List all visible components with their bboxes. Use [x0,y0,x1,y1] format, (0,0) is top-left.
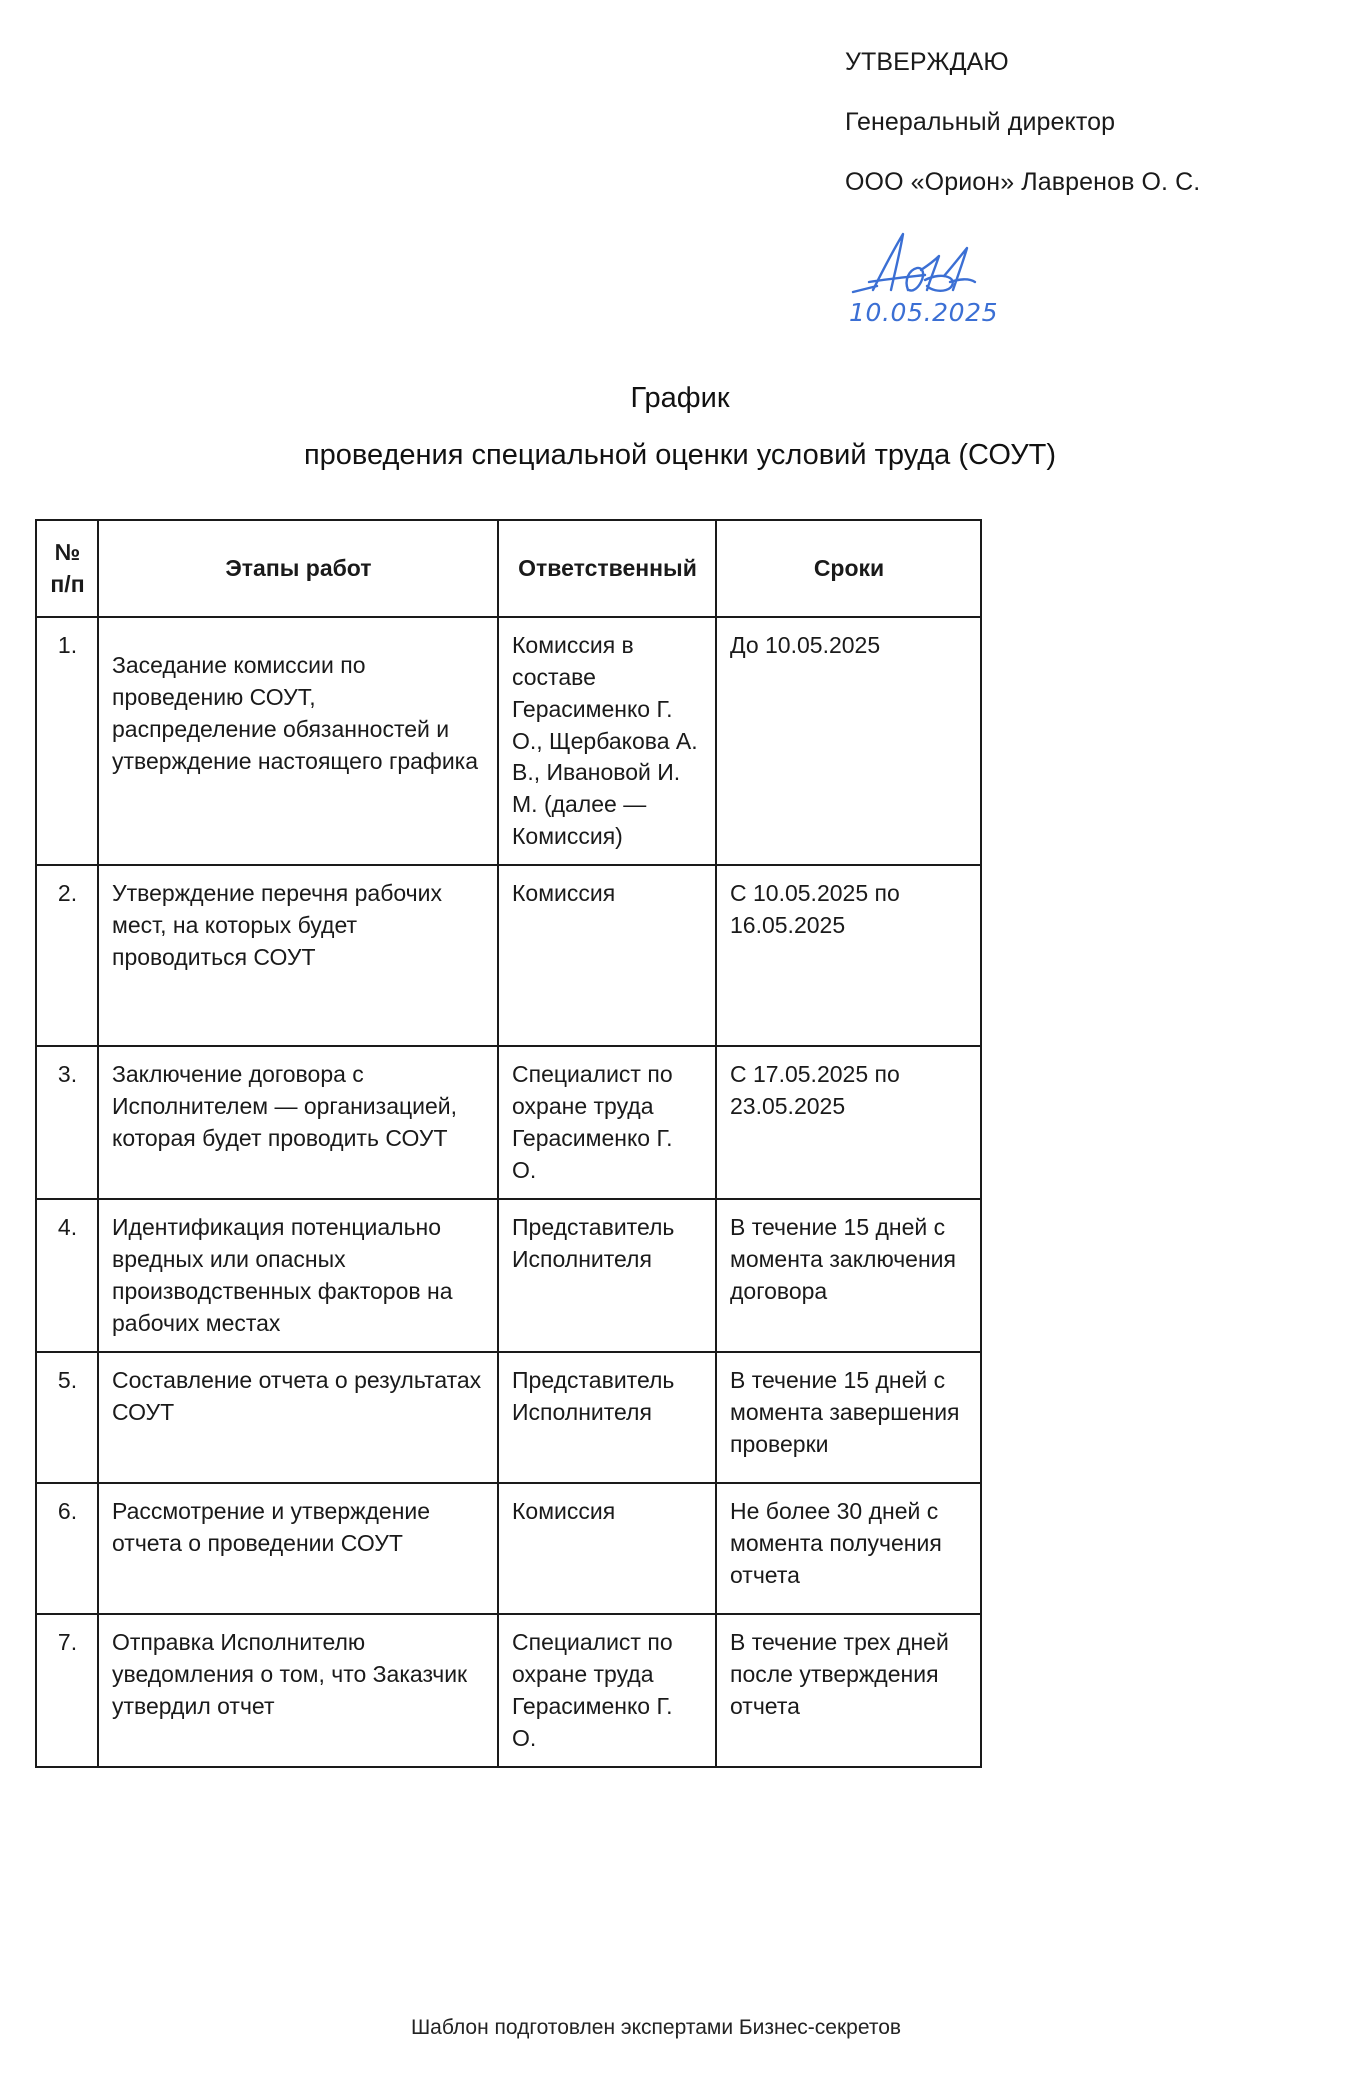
row-terms: В течение 15 дней с момента заключения договора [716,1199,981,1352]
row-responsible: Представитель Исполнителя [498,1352,716,1483]
approval-heading: УТВЕРЖДАЮ [845,48,1009,76]
row-number: 5. [36,1352,98,1483]
header-number-line1: № [54,538,81,565]
handwritten-signature-icon [851,230,1051,296]
schedule-table-wrap [35,519,1325,1768]
row-terms: В течение трех дней после утверждения отчета [716,1614,981,1767]
table-head [36,520,981,617]
approval-company-name: ООО «Орион» Лавренов О. С. [845,168,1201,196]
row-number: 3. [36,1046,98,1199]
table-header-row [36,520,981,617]
title-main: График [630,382,730,414]
approval-block [845,50,1315,327]
footer-text: Шаблон подготовлен экспертами Бизнес-секретов [410,2016,902,2039]
header-number-line2: п/п [50,570,85,597]
table-row [36,1352,981,1483]
row-responsible: Комиссия в составе Герасименко Г. О., Щербакова А. В., Ивановой И. М. (далее — Комиссия) [498,617,716,865]
column-header-terms: Сроки [716,520,981,617]
signature-area [851,230,1315,296]
approval-position: Генеральный директор [845,108,1116,136]
signature-date: 10.05.2025 [849,298,999,327]
row-number: 2. [36,865,98,1046]
row-stage: Составление отчета о результатах СОУТ [98,1352,498,1483]
table-row [36,617,981,865]
row-terms: До 10.05.2025 [716,617,981,865]
schedule-table [35,519,982,1768]
row-stage: Заседание комиссии по проведению СОУТ, распределение обязанностей и утверждение настоящего графика [98,617,498,865]
column-header-responsible: Ответственный [498,520,716,617]
row-responsible: Комиссия [498,865,716,1046]
table-row [36,1046,981,1199]
table-body [36,617,981,1767]
row-stage: Идентификация потенциально вредных или опасных производственных факторов на рабочих местах [98,1199,498,1352]
row-stage: Отправка Исполнителю уведомления о том, что Заказчик утвердил отчет [98,1614,498,1767]
table-row [36,1614,981,1767]
table-row [36,1483,981,1614]
row-number: 4. [36,1199,98,1352]
table-row [36,865,981,1046]
row-terms: Не более 30 дней с момента получения отчета [716,1483,981,1614]
title-subtitle: проведения специальной оценки условий труда (СОУТ) [303,439,1057,472]
row-terms: С 17.05.2025 по 23.05.2025 [716,1046,981,1199]
row-stage: Заключение договора с Исполнителем — организацией, которая будет проводить СОУТ [98,1046,498,1199]
column-header-number [36,520,98,617]
row-number: 7. [36,1614,98,1767]
row-responsible: Комиссия [498,1483,716,1614]
row-responsible: Специалист по охране труда Герасименко Г. О. [498,1046,716,1199]
page-footer [0,2016,1360,2040]
row-responsible: Специалист по охране труда Герасименко Г. О. [498,1614,716,1767]
column-header-stage: Этапы работ [98,520,498,617]
table-row [36,1199,981,1352]
row-stage: Рассмотрение и утверждение отчета о проведении СОУТ [98,1483,498,1614]
row-responsible: Представитель Исполнителя [498,1199,716,1352]
row-terms: В течение 15 дней с момента завершения проверки [716,1352,981,1483]
row-number: 6. [36,1483,98,1614]
row-stage: Утверждение перечня рабочих мест, на которых будет проводиться СОУТ [98,865,498,1046]
row-terms: С 10.05.2025 по 16.05.2025 [716,865,981,1046]
page-title [0,383,1360,471]
row-number: 1. [36,617,98,865]
